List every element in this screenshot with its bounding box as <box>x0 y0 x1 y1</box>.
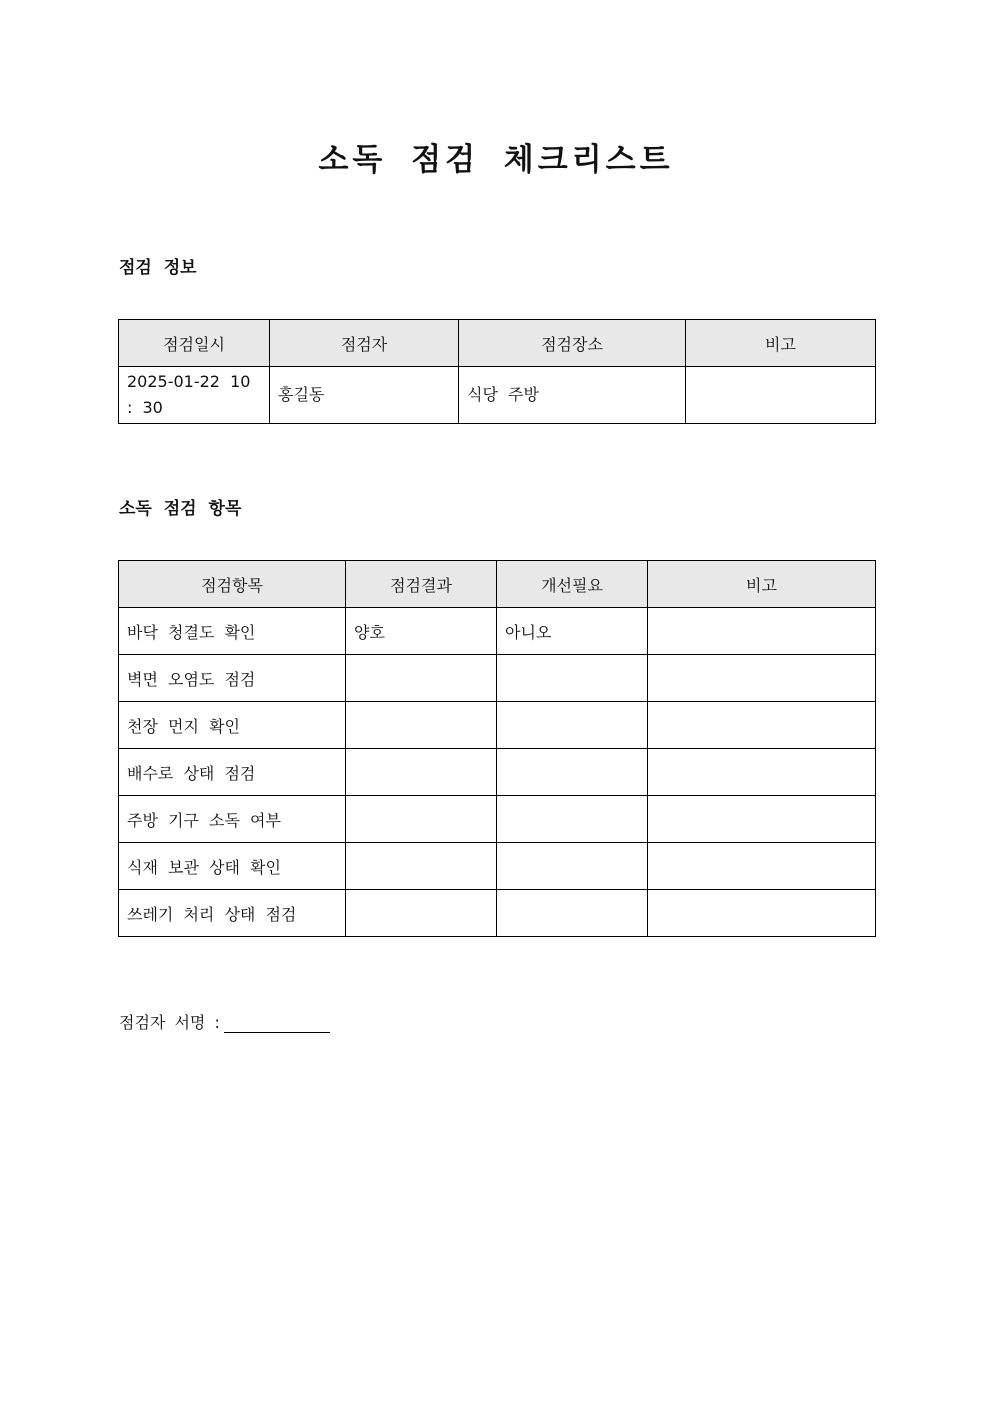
item-name: 벽면 오염도 점검 <box>119 655 346 702</box>
info-section-heading: 점검 정보 <box>119 258 197 278</box>
header-cell: 점검자 <box>270 320 459 367</box>
inspection-datetime: 2025-01-22 10 : 30 <box>119 367 270 424</box>
item-remarks <box>648 702 876 749</box>
header-cell: 개선필요 <box>497 561 648 608</box>
info-table <box>118 319 876 424</box>
header-cell: 점검일시 <box>119 320 270 367</box>
item-remarks <box>648 890 876 937</box>
item-improvement <box>497 890 648 937</box>
inspector-name: 홍길동 <box>270 367 459 424</box>
item-improvement: 아니오 <box>497 608 648 655</box>
item-result: 양호 <box>346 608 497 655</box>
inspection-location: 식당 주방 <box>459 367 686 424</box>
items-table <box>118 560 876 937</box>
item-improvement <box>497 796 648 843</box>
item-remarks <box>648 655 876 702</box>
signature-blank <box>224 1016 330 1033</box>
item-improvement <box>497 655 648 702</box>
item-result <box>346 702 497 749</box>
table-row <box>119 608 876 655</box>
signature-label: 점검자 서명 : <box>119 1013 220 1032</box>
item-result <box>346 843 497 890</box>
table-row <box>119 367 876 424</box>
item-remarks <box>648 843 876 890</box>
table-header-row <box>119 320 876 367</box>
item-remarks <box>648 749 876 796</box>
item-name: 천장 먼지 확인 <box>119 702 346 749</box>
table-row <box>119 749 876 796</box>
item-name: 주방 기구 소독 여부 <box>119 796 346 843</box>
item-result <box>346 655 497 702</box>
header-cell: 점검항목 <box>119 561 346 608</box>
signature-line <box>119 1010 330 1033</box>
item-result <box>346 749 497 796</box>
page-title: 소독 점검 체크리스트 <box>318 142 674 178</box>
item-result <box>346 890 497 937</box>
item-name: 쓰레기 처리 상태 점검 <box>119 890 346 937</box>
header-cell: 비고 <box>686 320 876 367</box>
table-row <box>119 702 876 749</box>
table-row <box>119 890 876 937</box>
item-remarks <box>648 608 876 655</box>
table-row <box>119 655 876 702</box>
header-cell: 점검결과 <box>346 561 497 608</box>
header-cell: 점검장소 <box>459 320 686 367</box>
item-name: 식재 보관 상태 확인 <box>119 843 346 890</box>
item-name: 바닥 청결도 확인 <box>119 608 346 655</box>
item-improvement <box>497 749 648 796</box>
item-result <box>346 796 497 843</box>
item-remarks <box>648 796 876 843</box>
item-improvement <box>497 702 648 749</box>
item-improvement <box>497 843 648 890</box>
remarks <box>686 367 876 424</box>
table-header-row <box>119 561 876 608</box>
table-row <box>119 796 876 843</box>
header-cell: 비고 <box>648 561 876 608</box>
items-section-heading: 소독 점검 항목 <box>119 499 242 519</box>
table-row <box>119 843 876 890</box>
item-name: 배수로 상태 점검 <box>119 749 346 796</box>
